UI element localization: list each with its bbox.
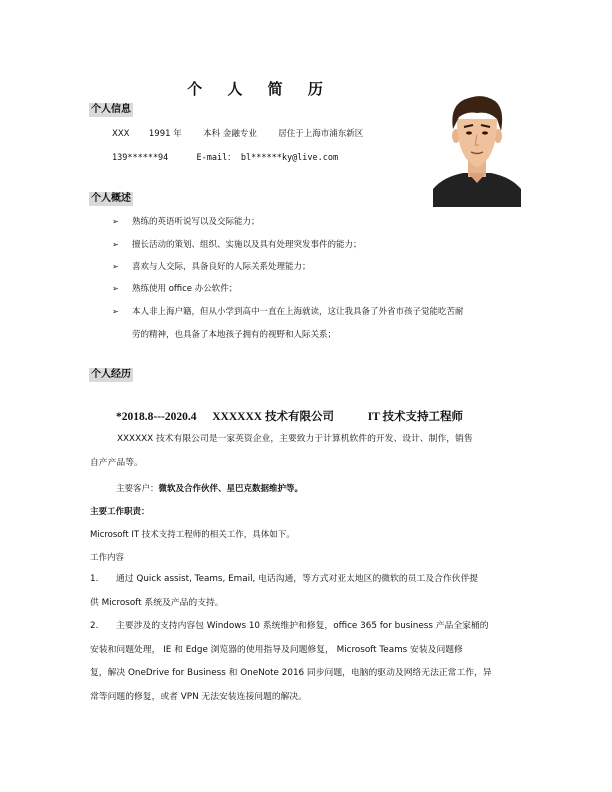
page-title: 个 人 简 历 xyxy=(187,80,333,98)
info-line-2 xyxy=(112,151,338,163)
education-value: 本科 金融专业 xyxy=(203,129,257,139)
section-header-info: 个人信息 xyxy=(91,104,131,115)
duties-label: 主要工作职责： xyxy=(90,507,150,517)
job-period: *2018.8---2020.4 xyxy=(116,411,197,423)
duty-number: 2. xyxy=(90,621,99,631)
info-line-1 xyxy=(112,127,363,139)
arrow-bullet-icon: ➢ xyxy=(112,307,119,316)
name-value: XXX xyxy=(112,129,130,139)
duty-item: 2. 主要涉及的支持内容包 Windows 10 系统维护和修复，office 365 for business 产品全家桶的 安装和问题处理， IE 和 Edge 浏览器的使用指导及问题修复， Microsoft Teams 安装及问题修 复，解决 OneDrive for Business 和 OneNote 2016 同步问题，电脑的驱动及网络无法正常工作，异 常等问题的修复，或者 VPN 无法安装连接问题的解决。 xyxy=(90,615,530,709)
clients-line xyxy=(116,482,303,494)
summary-item: ➢ 喜欢与人交际，具备良好的人际关系处理能力； xyxy=(112,262,311,272)
clients-value: 微软及合作伙伴、星巴克数据维护等。 xyxy=(158,484,304,494)
duty-number: 1. xyxy=(90,574,99,584)
company-description: XXXXXX 技术有限公司是一家英资企业，主要致力于计算机软件的开发、设计、制作，销售 自产产品等。 xyxy=(90,434,473,468)
profile-photo xyxy=(433,89,521,207)
duty-item: 1. 通过 Quick assist, Teams, Email, 电话沟通，等方式对亚太地区的微软的员工及合作伙伴提 供 Microsoft 系统及产品的支持。 xyxy=(90,568,530,615)
summary-item-continued: 劳的精神，也具备了本地孩子拥有的视野和人际关系； xyxy=(132,330,337,340)
avatar xyxy=(433,89,521,207)
job-company: XXXXXX 技术有限公司 xyxy=(212,411,334,423)
phone-value: 139******94 xyxy=(112,153,169,163)
section-header-experience: 个人经历 xyxy=(91,369,131,380)
residence-value: 居住于上海市浦东新区 xyxy=(278,129,364,139)
job-position: IT 技术支持工程师 xyxy=(367,411,464,423)
duties-intro: Microsoft IT 技术支持工程师的相关工作，具体如下。 xyxy=(90,530,295,540)
summary-item: ➢ 擅长活动的策划、组织、实施以及具有处理突发事件的能力； xyxy=(112,240,362,250)
summary-item: ➢ 本人非上海户籍，但从小学到高中一直在上海就读，这让我具备了外省市孩子觉能吃苦耐 xyxy=(112,307,464,317)
section-header-summary: 个人概述 xyxy=(91,193,131,204)
job-heading xyxy=(116,408,463,424)
clients-label: 主要客户： xyxy=(116,484,159,494)
arrow-bullet-icon: ➢ xyxy=(112,284,119,293)
email-value[interactable]: bl******ky@live.com xyxy=(240,153,339,163)
arrow-bullet-icon: ➢ xyxy=(112,240,119,249)
email-label: E-mail： xyxy=(196,153,236,163)
summary-item: ➢ 熟练使用 office 办公软件； xyxy=(112,284,238,294)
arrow-bullet-icon: ➢ xyxy=(112,262,119,271)
summary-item: ➢ 熟练的英语听说写以及交际能力； xyxy=(112,217,260,227)
birth-value: 1991 年 xyxy=(148,129,182,139)
arrow-bullet-icon: ➢ xyxy=(112,217,119,226)
work-content-label: 工作内容 xyxy=(90,553,125,563)
